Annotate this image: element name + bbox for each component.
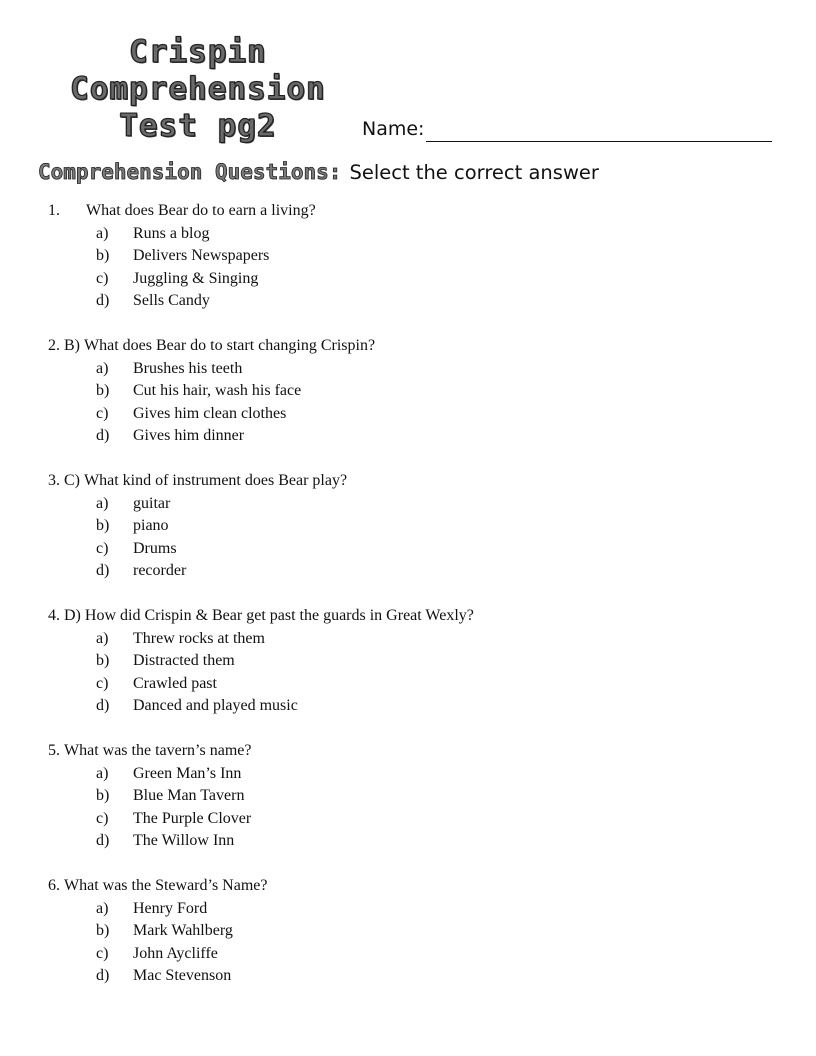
option-letter: c) [96,944,109,962]
option-letter: d) [96,562,110,579]
option-letter: a) [96,764,109,782]
option-letter: a) [96,629,109,647]
option-text: Drums [133,539,177,557]
option-text: Mac Stevenson [133,967,232,984]
option-a[interactable] [96,358,788,381]
option-letter: b) [96,382,110,399]
question-text: What kind of instrument does Bear play? [84,472,348,489]
option-text: Gives him clean clothes [133,404,287,422]
option-text: John Aycliffe [133,944,218,962]
option-letter: c) [96,404,109,422]
option-letter: b) [96,652,110,669]
option-letter: d) [96,427,110,444]
question-3 [48,470,788,583]
question-number: 5. [48,742,60,759]
option-letter: a) [96,359,109,377]
option-text: Sells Candy [133,292,210,309]
option-c[interactable] [96,403,788,426]
question-6 [48,875,788,988]
option-text: Threw rocks at them [133,629,265,647]
option-b[interactable] [96,515,788,538]
question-4 [48,605,788,718]
instructions-heading: Comprehension Questions: [38,160,342,184]
title-line-3: Test pg2 [119,108,277,144]
question-2 [48,335,788,448]
option-text: Gives him dinner [133,427,245,444]
option-text: Danced and played music [133,697,298,714]
option-letter: b) [96,247,110,264]
option-text: Cut his hair, wash his face [133,382,302,399]
question-number: 3. C) [48,472,80,489]
question-number: 4. D) [48,607,81,624]
option-a[interactable] [96,628,788,651]
option-c[interactable] [96,268,788,291]
instructions [38,160,599,190]
option-d[interactable] [96,425,788,448]
question-1 [48,200,788,313]
question-number: 6. [48,877,60,894]
question-5 [48,740,788,853]
option-letter: d) [96,292,110,309]
worksheet-title [60,34,336,145]
option-b[interactable] [96,245,788,268]
option-c[interactable] [96,538,788,561]
option-text: Blue Man Tavern [133,787,245,804]
option-a[interactable] [96,493,788,516]
option-letter: c) [96,809,109,827]
option-d[interactable] [96,695,788,718]
option-letter: a) [96,899,109,917]
option-letter: c) [96,674,109,692]
name-blank-line[interactable] [426,119,772,142]
question-text: What was the Steward’s Name? [64,877,268,894]
option-letter: b) [96,517,110,534]
option-text: Delivers Newspapers [133,247,270,264]
option-letter: c) [96,269,109,287]
question-list [48,200,788,1010]
option-text: Mark Wahlberg [133,922,233,939]
option-letter: a) [96,494,109,512]
option-c[interactable] [96,673,788,696]
question-text: What does Bear do to start changing Crispin? [84,337,376,354]
option-text: Distracted them [133,652,235,669]
option-text: Brushes his teeth [133,359,243,377]
option-letter: b) [96,922,110,939]
option-text: recorder [133,562,187,579]
option-a[interactable] [96,223,788,246]
option-b[interactable] [96,650,788,673]
option-text: Green Man’s Inn [133,764,242,782]
option-a[interactable] [96,898,788,921]
option-text: piano [133,517,169,534]
option-b[interactable] [96,920,788,943]
option-letter: d) [96,967,110,984]
option-d[interactable] [96,965,788,988]
option-c[interactable] [96,943,788,966]
option-text: guitar [133,494,171,512]
option-text: Juggling & Singing [133,269,259,287]
option-b[interactable] [96,785,788,808]
option-letter: c) [96,539,109,557]
option-text: The Purple Clover [133,809,252,827]
option-text: Crawled past [133,674,217,692]
option-d[interactable] [96,560,788,583]
option-letter: b) [96,787,110,804]
option-d[interactable] [96,290,788,313]
option-text: The Willow Inn [133,832,235,849]
option-letter: d) [96,832,110,849]
option-text: Henry Ford [133,899,208,917]
title-line-2: Comprehension [70,71,326,107]
instructions-text: Select the correct answer [349,161,599,184]
question-text: How did Crispin & Bear get past the guards in Great Wexly? [84,607,474,624]
title-line-1: Crispin [129,34,267,70]
name-row [362,114,772,142]
option-d[interactable] [96,830,788,853]
question-text: What does Bear do to earn a living? [86,202,316,219]
option-letter: d) [96,697,110,714]
question-number: 2. B) [48,337,80,354]
option-text: Runs a blog [133,224,210,242]
question-number: 1. [48,202,60,219]
option-b[interactable] [96,380,788,403]
question-text: What was the tavern’s name? [64,742,252,759]
option-c[interactable] [96,808,788,831]
option-letter: a) [96,224,109,242]
option-a[interactable] [96,763,788,786]
name-label: Name: [362,118,425,140]
